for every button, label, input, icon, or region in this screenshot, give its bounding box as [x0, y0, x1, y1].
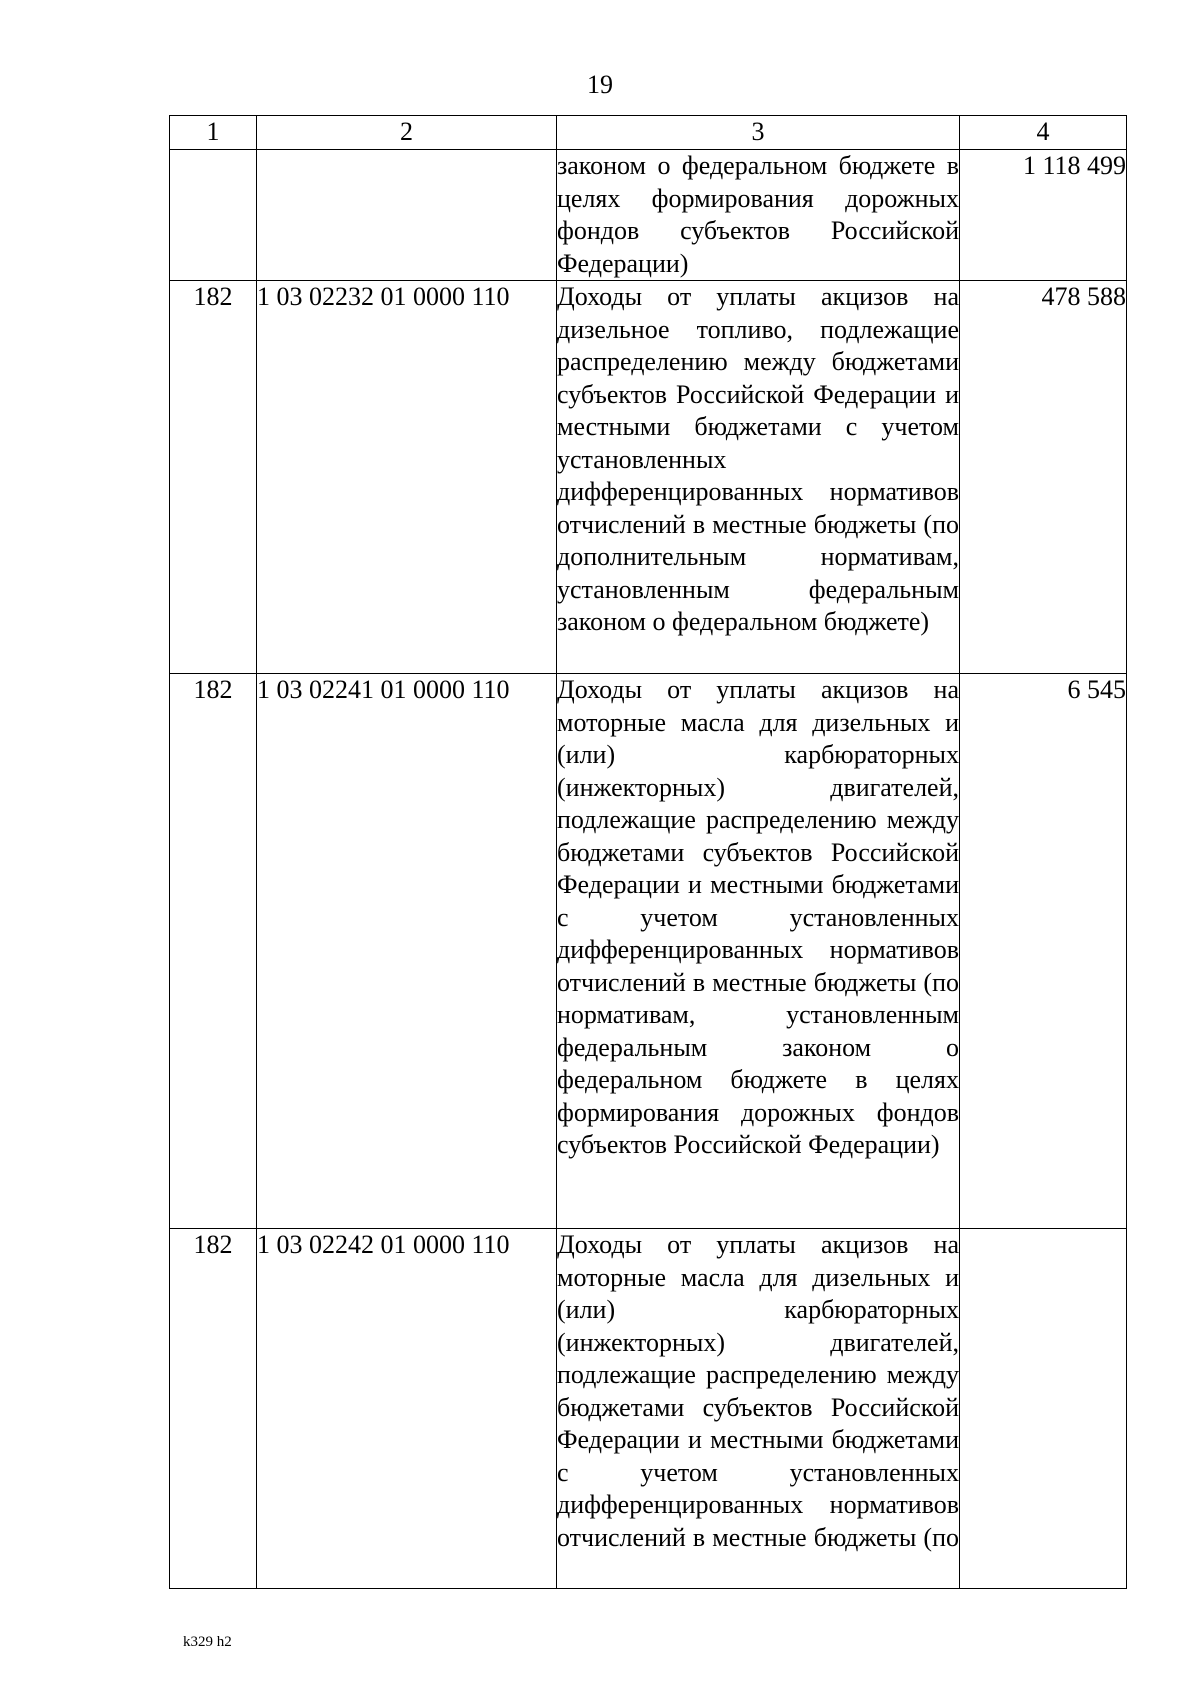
- admin-code-cell: 182: [170, 281, 257, 674]
- amount-cell: 1 118 499: [960, 150, 1127, 281]
- revenue-name-text: Доходы от уплаты акцизов на дизельное топливо, подлежащие распределению между бюджетами субъектов Российской Федерации и местными бюджетами с учетом установленных дифференцированных нормативов отчислений в местные бюджеты (по дополнительным нормативам, установленным федеральным законом о федеральном бюджете): [557, 282, 959, 636]
- amount-cell: [960, 1229, 1127, 1589]
- table-row: [170, 281, 1127, 674]
- revenue-name-text: законом о федеральном бюджете в целях формирования дорожных фондов субъектов Российской Федерации): [557, 151, 959, 278]
- column-header-4: 4: [960, 116, 1127, 150]
- revenue-name-cell: [557, 1229, 960, 1589]
- page-number: 19: [587, 70, 613, 99]
- budget-code-cell: [257, 150, 557, 281]
- budget-code-cell: 1 03 02232 01 0000 110: [257, 281, 557, 674]
- revenue-name-text: Доходы от уплаты акцизов на моторные масла для дизельных и (или) карбюраторных (инжекторных) двигателей, подлежащие распределению между бюджетами субъектов Российской Федерации и местными бюджетами с учетом установленных дифференцированных нормативов отчислений в местные бюджеты (по: [557, 1230, 959, 1552]
- column-header-1: 1: [170, 116, 257, 150]
- table-row: [170, 150, 1127, 281]
- table-row: [170, 674, 1127, 1229]
- header-row: [170, 116, 1127, 150]
- column-header-3: 3: [557, 116, 960, 150]
- revenue-name-cell: [557, 674, 960, 1229]
- revenue-name-cell: [557, 150, 960, 281]
- table-row: [170, 1229, 1127, 1589]
- admin-code-cell: 182: [170, 674, 257, 1229]
- document-footer-code: k329 h2: [183, 1634, 232, 1650]
- budget-code-cell: 1 03 02242 01 0000 110: [257, 1229, 557, 1589]
- column-header-2: 2: [257, 116, 557, 150]
- amount-cell: 478 588: [960, 281, 1127, 674]
- amount-cell: 6 545: [960, 674, 1127, 1229]
- admin-code-cell: [170, 150, 257, 281]
- revenue-name-text: Доходы от уплаты акцизов на моторные масла для дизельных и (или) карбюраторных (инжекторных) двигателей, подлежащие распределению между бюджетами субъектов Российской Федерации и местными бюджетами с учетом установленных дифференцированных нормативов отчислений в местные бюджеты (по нормативам, установленным федеральным законом о федеральном бюджете в целях формирования дорожных фондов субъектов Российской Федерации): [557, 675, 959, 1159]
- revenue-name-cell: [557, 281, 960, 674]
- budget-code-cell: 1 03 02241 01 0000 110: [257, 674, 557, 1229]
- revenue-table: [169, 115, 1127, 1589]
- table-header: [170, 116, 1127, 150]
- admin-code-cell: 182: [170, 1229, 257, 1589]
